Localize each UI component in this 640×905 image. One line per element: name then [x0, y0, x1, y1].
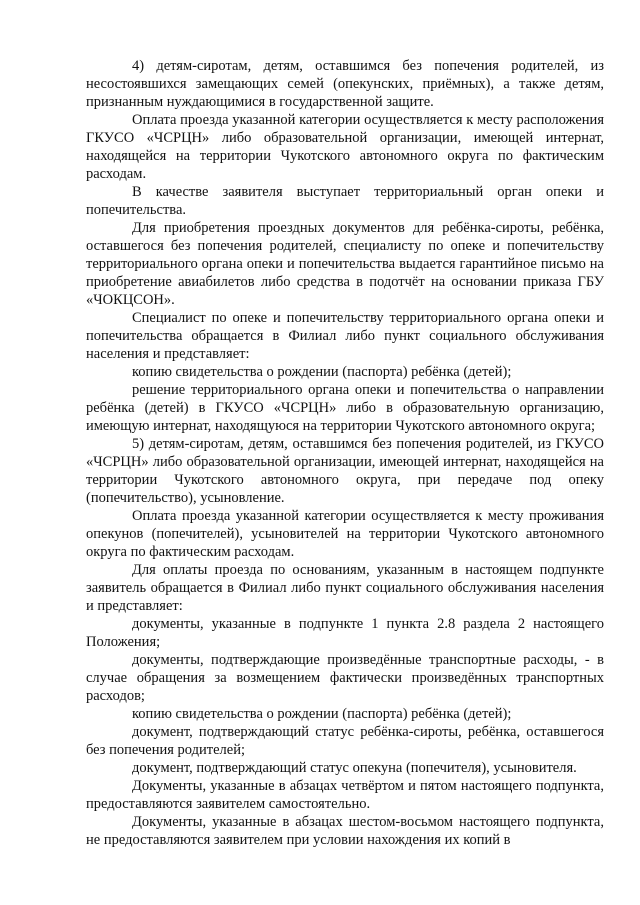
list-item-birth-certificate-copy: копию свидетельства о рождении (паспорта) ребёнка (детей);: [132, 706, 512, 722]
paragraph-orphans-category-5: 5) детям-сиротам, детям, оставшимся без попечения родителей, из ГКУСО «ЧСРЦН» либо образовательной организации, имеющей интернат, находящейся на территории Чукотского автономного округа, при передаче под опеку (попечительство), усыновление.: [86, 436, 604, 506]
document-page: [86, 57, 604, 849]
list-item-transport-expenses: документы, подтверждающие произведённые транспортные расходы, - в случае обращения за возмещением фактически произведённых транспортных расходов;: [86, 652, 604, 704]
paragraph-self-provided-docs: Документы, указанные в абзацах четвёртом и пятом настоящего подпункта, предоставляются заявителем самостоятельно.: [86, 778, 604, 812]
list-item-placement-decision: решение территориального органа опеки и попечительства о направлении ребёнка (детей) в ГКУСО «ЧСРЦН» либо в образовательную организацию, имеющую интернат, находящуюся на территории Чукотского автономного округа;: [86, 382, 604, 434]
paragraph-orphans-category-4: 4) детям-сиротам, детям, оставшимся без попечения родителей, из несостоявшихся замещающих семей (опекунских, приёмных), а также детям, признанным нуждающимися в государственной защите.: [86, 58, 604, 110]
paragraph-applicant: В качестве заявителя выступает территориальный орган опеки и попечительства.: [86, 184, 604, 218]
list-item-birth-certificate: копию свидетельства о рождении (паспорта) ребёнка (детей);: [132, 364, 512, 380]
paragraph-payment-category-5: Оплата проезда указанной категории осуществляется к месту проживания опекунов (попечителей), усыновителей на территории Чукотского автономного округа по фактическим расходам.: [86, 508, 604, 560]
paragraph-payment-grounds: Для оплаты проезда по основаниям, указанным в настоящем подпункте заявитель обращается в Филиал либо пункт социального обслуживания населения и представляет:: [86, 562, 604, 614]
list-item-documents-regulation: документы, указанные в подпункте 1 пункта 2.8 раздела 2 настоящего Положения;: [86, 616, 604, 650]
paragraph-guarantee-letter: Для приобретения проездных документов для ребёнка-сироты, ребёнка, оставшегося без попечения родителей, специалисту по опеке и попечительству территориального органа опеки и попечительства выдается гарантийное письмо на приобретение авиабилетов либо средства в подотчёт на основании приказа ГБУ «ЧОКЦСОН».: [86, 220, 604, 308]
paragraph-specialist-applies: Специалист по опеке и попечительству территориального органа опеки и попечительства обращается в Филиал либо пункт социального обслуживания населения и представляет:: [86, 310, 604, 362]
paragraph-not-provided-docs: Документы, указанные в абзацах шестом-восьмом настоящего подпункта, не предоставляются заявителем при условии нахождения их копий в: [86, 814, 604, 848]
list-item-orphan-status: документ, подтверждающий статус ребёнка-сироты, ребёнка, оставшегося без попечения родителей;: [86, 724, 604, 758]
paragraph-payment-category-4: Оплата проезда указанной категории осуществляется к месту расположения ГКУСО «ЧСРЦН» либо образовательной организации, имеющей интернат, находящейся на территории Чукотского автономного округа по фактическим расходам.: [86, 112, 604, 182]
list-item-guardian-status: документ, подтверждающий статус опекуна (попечителя), усыновителя.: [132, 760, 577, 776]
